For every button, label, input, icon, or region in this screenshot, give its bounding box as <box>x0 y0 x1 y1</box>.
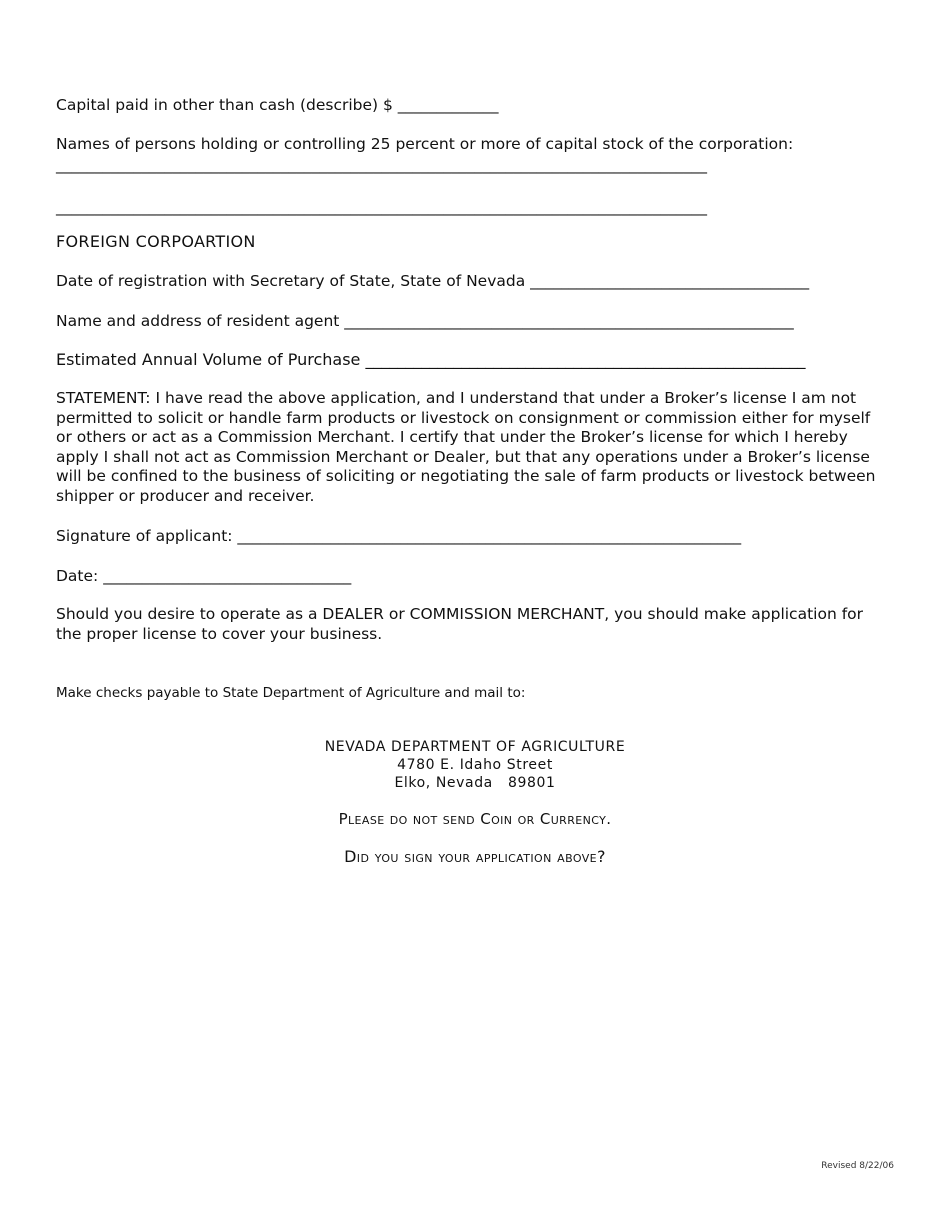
foreign-corporation-heading: FOREIGN CORPOARTION <box>56 232 256 251</box>
mailing-address <box>56 738 894 792</box>
address-city: Elko, Nevada 89801 <box>394 775 556 791</box>
no-coin-notice: Please do not send Coin or Currency. <box>338 810 612 828</box>
registration-date-field[interactable]: Date of registration with Secretary of State, State of Nevada ____________________________________ <box>56 272 810 290</box>
names-of-persons-label: Names of persons holding or controlling 25 percent or more of capital stock of the corporation: <box>56 135 794 153</box>
statement-paragraph <box>56 389 876 507</box>
address-org: NEVADA DEPARTMENT OF AGRICULTURE <box>324 739 626 755</box>
names-blank-line-2[interactable]: ____________________________________________________________________________________ <box>56 198 707 216</box>
capital-other-than-cash-field[interactable]: Capital paid in other than cash (describe) $ _____________ <box>56 96 499 114</box>
revised-date: Revised 8/22/06 <box>821 1161 894 1171</box>
date-field[interactable]: Date: ________________________________ <box>56 567 352 585</box>
names-blank-line-1[interactable]: ____________________________________________________________________________________ <box>56 156 707 174</box>
annual-volume-field[interactable]: Estimated Annual Volume of Purchase _______________________________________________________ <box>56 350 806 369</box>
checks-payable-note: Make checks payable to State Department of Agriculture and mail to: <box>56 685 526 701</box>
did-you-sign-notice: Did you sign your application above? <box>344 847 606 866</box>
address-street: 4780 E. Idaho Street <box>397 757 553 773</box>
signature-field[interactable]: Signature of applicant: _________________________________________________________________ <box>56 527 742 545</box>
statement-text: I have read the above application, and I understand that under a Broker’s license I am not permitted to solicit or handle farm products or livestock on consignment or commission either for myself or others or act as a Commission Merchant. I certify that under the Broker’s license for which I hereby apply I shall not act as Commission Merchant or Dealer, but that any operations under a Broker’s license will be confined to the business of soliciting or negotiating the sale of farm products or livestock between shipper or producer and receiver. <box>56 389 876 505</box>
dealer-note: Should you desire to operate as a DEALER or COMMISSION MERCHANT, you should make application for the proper license to cover your business. <box>56 605 864 643</box>
statement-lead: STATEMENT: <box>56 389 151 407</box>
resident-agent-field[interactable]: Name and address of resident agent __________________________________________________________ <box>56 312 794 330</box>
